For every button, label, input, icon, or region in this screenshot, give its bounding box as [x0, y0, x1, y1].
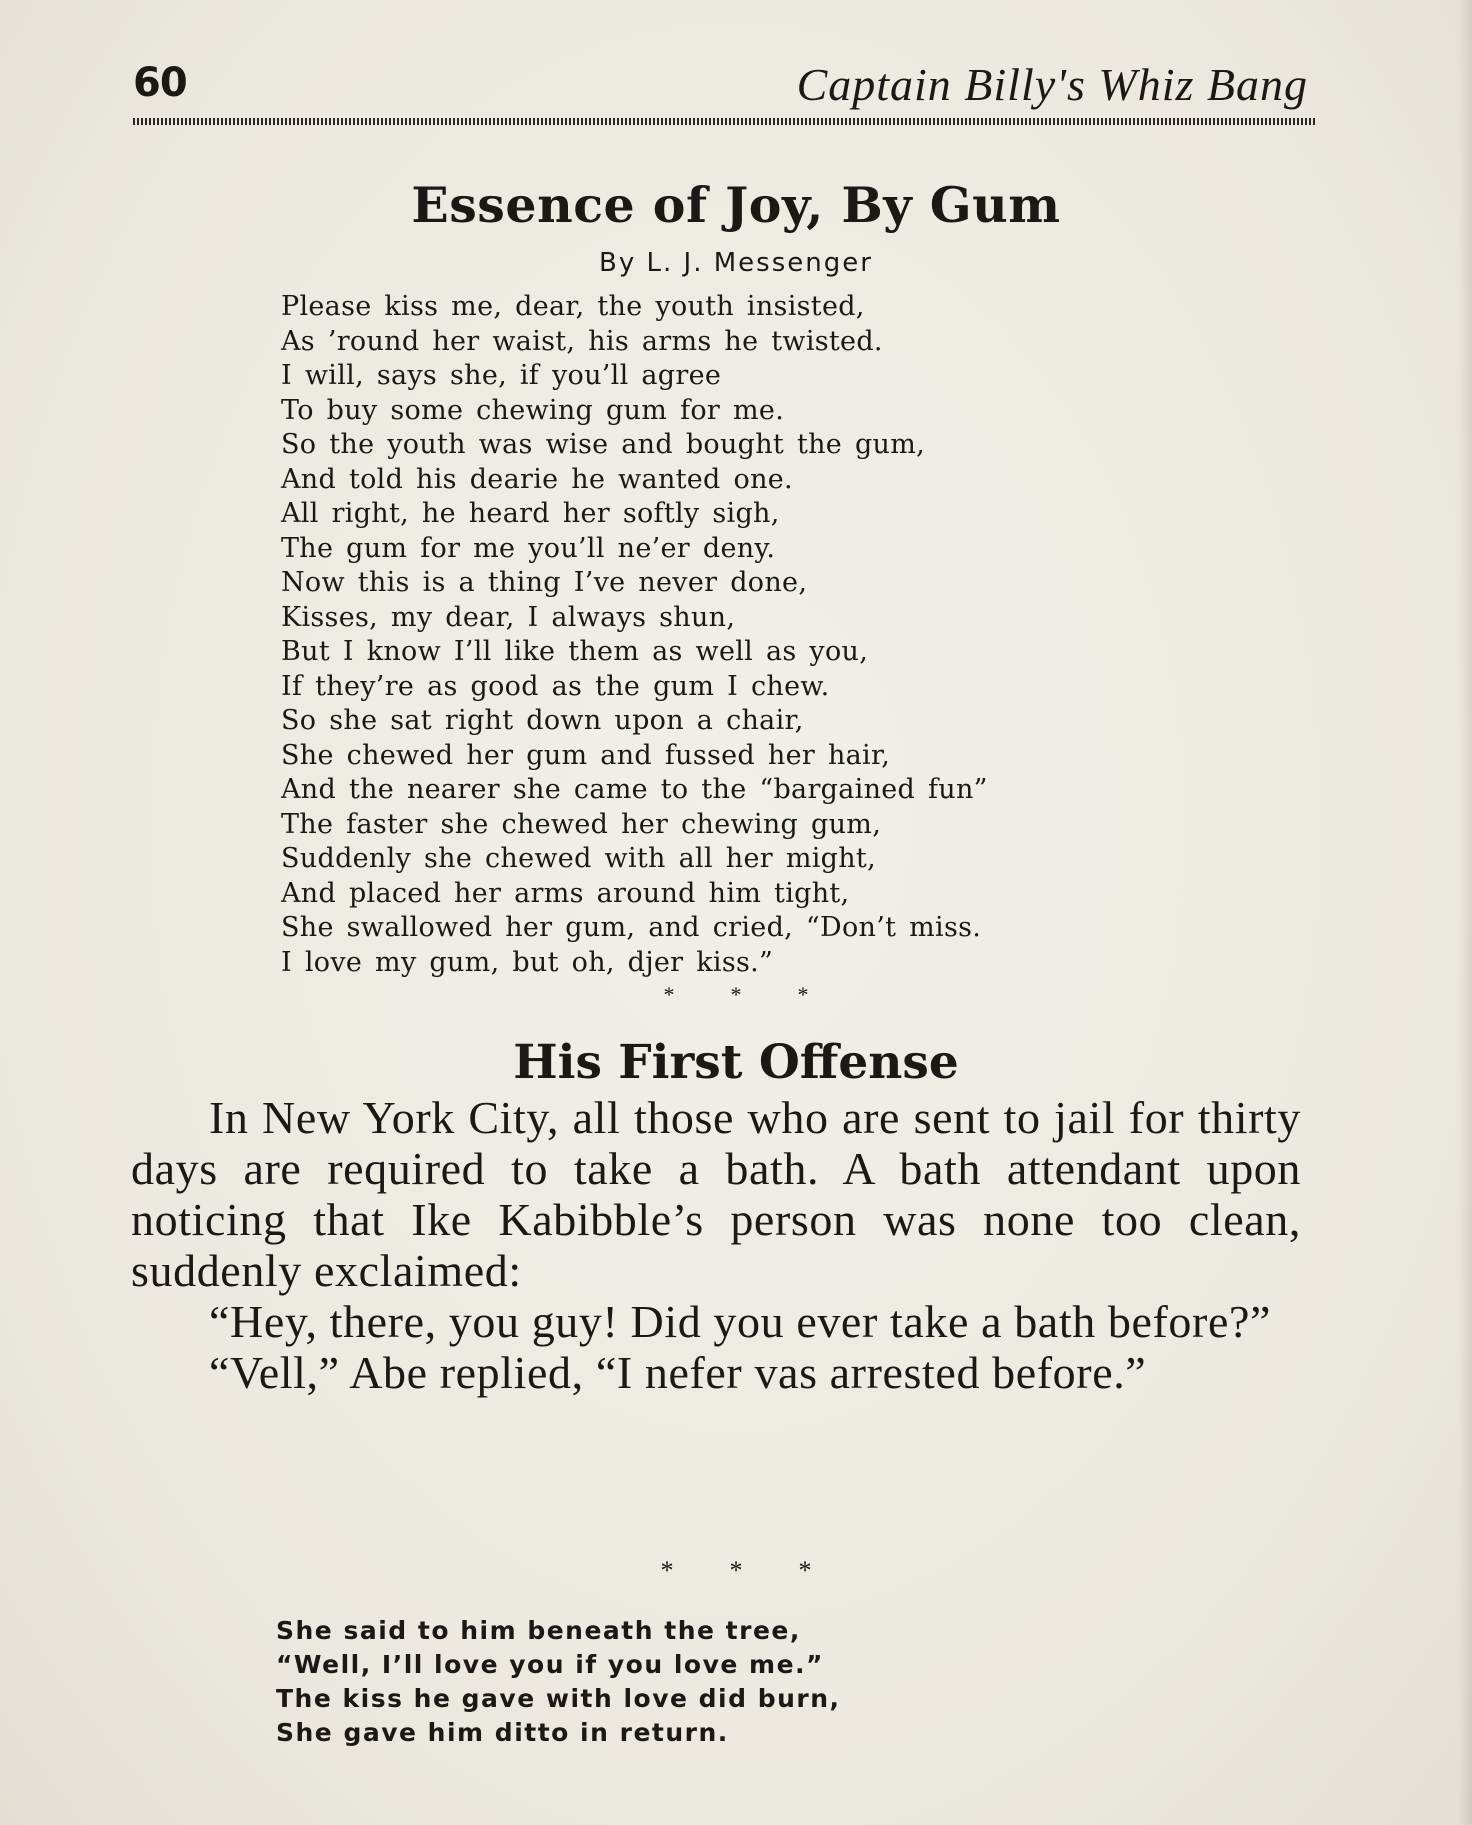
verse-line: She gave him ditto in return.: [276, 1718, 729, 1747]
poem-line: All right, he heard her softly sigh,: [281, 498, 780, 529]
asterisk: *: [729, 1556, 743, 1585]
poem-line: And the nearer she came to the “bargained fun”: [281, 774, 988, 805]
poem-line: The gum for me you’ll ne’er deny.: [281, 532, 776, 564]
poem-line: She chewed her gum and fussed her hair,: [281, 739, 891, 771]
page-header: [133, 60, 1316, 130]
poem-line: I will, says she, if you’ll agree: [281, 360, 722, 391]
asterisk: *: [730, 982, 742, 1007]
story-paragraph: “Vell,” Abe replied, “I nefer vas arrested before.”: [209, 1347, 1147, 1398]
poem-title: Essence of Joy, By Gum: [411, 176, 1061, 234]
verse-line: “Well, I’ll love you if you love me.”: [276, 1650, 824, 1679]
poem-line: And placed her arms around him tight,: [281, 877, 850, 909]
magazine-title: Captain Billy's Whiz Bang: [796, 59, 1308, 110]
poem-line: So the youth was wise and bought the gum,: [281, 429, 926, 460]
poem-line: To buy some chewing gum for me.: [281, 394, 785, 426]
asterisk: *: [798, 1556, 812, 1585]
story-title: His First Offense: [513, 1035, 959, 1090]
section-separator: [0, 1556, 1472, 1586]
poem-line: I love my gum, but oh, djer kiss.”: [281, 946, 774, 978]
poem-line: She swallowed her gum, and cried, “Don’t miss.: [281, 912, 982, 943]
header-rule: [133, 118, 1316, 125]
poem-line: As ’round her waist, his arms he twisted.: [281, 325, 883, 357]
poem-line: So she sat right down upon a chair,: [281, 705, 804, 736]
section-separator: [0, 982, 1472, 1008]
story-paragraph: In New York City, all those who are sent to jail for thirty days are required to take a bath. A bath attendant upon noticing that Ike Kabibble’s person was none too clean, suddenly exclaimed:: [131, 1092, 1301, 1296]
asterisk: *: [663, 982, 675, 1007]
asterisk: *: [797, 982, 809, 1007]
poem-line: If they’re as good as the gum I chew.: [281, 670, 830, 702]
verse-line: She said to him beneath the tree,: [276, 1616, 801, 1645]
story-paragraph: “Hey, there, you guy! Did you ever take a bath before?”: [209, 1296, 1272, 1347]
closing-verse: [276, 1614, 841, 1750]
poem-line: The faster she chewed her chewing gum,: [281, 808, 882, 840]
poem-line: Kisses, my dear, I always shun,: [281, 601, 736, 633]
verse-line: The kiss he gave with love did burn,: [276, 1684, 841, 1713]
poem-line: Please kiss me, dear, the youth insisted,: [281, 291, 865, 322]
page-number: 60: [133, 60, 187, 106]
story-body: [131, 1092, 1301, 1398]
asterisk: *: [660, 1556, 674, 1585]
page-edge-shadow: [1458, 0, 1472, 1825]
poem-line: And told his dearie he wanted one.: [281, 463, 793, 495]
poem-body: [281, 290, 1161, 980]
poem-byline: By L. J. Messenger: [599, 248, 873, 278]
poem-line: But I know I’ll like them as well as you,: [281, 636, 869, 667]
poem-line: Now this is a thing I’ve never done,: [281, 567, 808, 598]
poem-line: Suddenly she chewed with all her might,: [281, 843, 876, 874]
